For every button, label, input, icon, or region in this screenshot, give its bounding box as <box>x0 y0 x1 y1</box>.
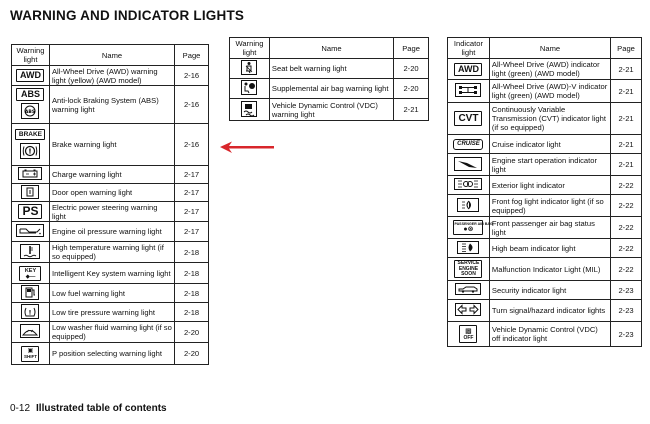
row-name: Vehicle Dynamic Control (VDC) warning light <box>269 99 393 121</box>
row-name: Front fog light indicator light (if so equipped) <box>489 195 610 217</box>
cvt-icon: CVT <box>454 111 482 126</box>
row-name: Security indicator light <box>489 281 610 300</box>
passenger-airbag-icon: PASSENGER AIR BAG ●⊗ <box>454 222 493 233</box>
vdc-off-label: OFF <box>463 335 474 341</box>
key-icon-label: KEY <box>24 267 37 274</box>
shift-icon: ▣ SHIFT <box>21 346 39 362</box>
warning-lights-table-2 <box>229 37 429 121</box>
red-arrow-icon <box>218 140 276 154</box>
battery-icon <box>18 167 42 180</box>
row-page: 2-17 <box>175 166 209 184</box>
table-row <box>448 103 642 135</box>
vdc-icon <box>241 101 257 117</box>
row-name: Front passenger air bag status light <box>489 217 610 239</box>
row-page: 2-23 <box>611 281 642 300</box>
airbag-icon <box>241 80 257 95</box>
row-page: 2-22 <box>611 176 642 195</box>
row-name: Anti-lock Braking System (ABS) warning light <box>49 86 174 124</box>
header-indicator-light: Indicator light <box>448 38 490 59</box>
brake-text-icon: BRAKE <box>15 129 45 140</box>
washer-fluid-icon <box>20 324 40 338</box>
table-header-row <box>12 45 209 66</box>
brake-circle-icon <box>20 143 40 159</box>
row-name: All-Wheel Drive (AWD)-V indicator light (green) (AWD model) <box>489 80 610 103</box>
row-name: Brake warning light <box>49 124 174 166</box>
fuel-pump-icon <box>21 285 39 300</box>
abs-icon: ABS <box>16 88 44 101</box>
security-icon <box>455 283 481 295</box>
row-name: High temperature warning light (if so equipped) <box>49 242 174 263</box>
row-name: All-Wheel Drive (AWD) warning light (yellow) (AWD model) <box>49 66 174 86</box>
table-row <box>12 242 209 263</box>
arrow-shape <box>220 142 274 154</box>
row-page: 2-20 <box>175 343 209 365</box>
footer-text: Illustrated table of contents <box>36 403 167 414</box>
shift-icon-label: SHIFT <box>23 353 37 359</box>
header-page: Page <box>394 38 429 59</box>
table-row <box>448 300 642 322</box>
passenger-airbag-label: PASSENGER AIR BAG <box>454 222 493 226</box>
row-name: Engine oil pressure warning light <box>49 222 174 242</box>
row-name: Engine start operation indicator light <box>489 154 610 176</box>
row-name: Intelligent Key system warning light <box>49 263 174 284</box>
awd-indicator-icon: AWD <box>454 63 482 76</box>
row-name: All-Wheel Drive (AWD) indicator light (green) (AWD model) <box>489 59 610 80</box>
table-row <box>448 195 642 217</box>
door-open-icon <box>21 185 39 199</box>
row-name: Door open warning light <box>49 184 174 202</box>
row-name: Turn signal/hazard indicator lights <box>489 300 610 322</box>
row-page: 2-22 <box>611 239 642 258</box>
table-row <box>448 80 642 103</box>
header-warning-light: Warning light <box>12 45 50 66</box>
row-page: 2-21 <box>611 80 642 103</box>
front-fog-icon <box>457 198 479 212</box>
page-footer <box>10 403 167 414</box>
row-name: Continuously Variable Transmission (CVT) indicator light (if so equipped) <box>489 103 610 135</box>
awd-icon: AWD <box>16 69 44 82</box>
awd-v-icon <box>455 83 481 97</box>
table-row <box>448 135 642 154</box>
row-page: 2-17 <box>175 184 209 202</box>
row-page: 2-18 <box>175 303 209 322</box>
table-row <box>12 166 209 184</box>
row-name: High beam indicator light <box>489 239 610 258</box>
table-row <box>230 79 429 99</box>
row-page: 2-23 <box>611 322 642 347</box>
svg-text:ABS: ABS <box>25 110 36 115</box>
table-row <box>448 239 642 258</box>
row-name: Supplemental air bag warning light <box>269 79 393 99</box>
row-page: 2-20 <box>394 59 429 79</box>
row-page: 2-16 <box>175 124 209 166</box>
row-page: 2-20 <box>394 79 429 99</box>
row-page: 2-22 <box>611 217 642 239</box>
row-page: 2-20 <box>175 322 209 343</box>
ps-icon: PS <box>18 204 42 219</box>
row-page: 2-17 <box>175 222 209 242</box>
row-page: 2-21 <box>611 135 642 154</box>
table-header-row <box>230 38 429 59</box>
row-page: 2-22 <box>611 195 642 217</box>
table-row <box>448 217 642 239</box>
table-row <box>12 222 209 242</box>
row-page: 2-22 <box>611 258 642 281</box>
svg-text:!: ! <box>28 147 33 155</box>
row-name: Vehicle Dynamic Control (VDC) off indicator light <box>489 322 610 347</box>
table-row <box>12 202 209 222</box>
row-page: 2-17 <box>175 202 209 222</box>
header-name: Name <box>489 38 610 59</box>
header-page: Page <box>611 38 642 59</box>
seatbelt-icon <box>241 60 257 75</box>
warning-lights-table-1 <box>11 44 209 365</box>
key-icon: KEY ◆— <box>19 266 41 281</box>
oil-can-icon <box>16 224 44 237</box>
table-row <box>448 154 642 176</box>
thermometer-icon <box>20 244 40 259</box>
table-row <box>448 322 642 347</box>
row-name: Charge warning light <box>49 166 174 184</box>
row-page: 2-18 <box>175 284 209 303</box>
table-row <box>448 59 642 80</box>
header-page: Page <box>175 45 209 66</box>
header-name: Name <box>269 38 393 59</box>
tire-pressure-icon <box>21 304 39 319</box>
table-row <box>12 343 209 365</box>
header-name: Name <box>49 45 174 66</box>
row-name: Exterior light indicator <box>489 176 610 195</box>
start-operation-icon <box>454 157 482 171</box>
row-page: 2-18 <box>175 263 209 284</box>
header-warning-light: Warning light <box>230 38 270 59</box>
table-row <box>12 322 209 343</box>
row-page: 2-16 <box>175 86 209 124</box>
row-page: 2-21 <box>611 59 642 80</box>
table-row <box>448 258 642 281</box>
table-row <box>12 263 209 284</box>
table-row <box>12 124 209 166</box>
table-row <box>230 59 429 79</box>
row-name: P position selecting warning light <box>49 343 174 365</box>
service-engine-soon-icon: SERVICE ENGINE SOON <box>454 260 482 278</box>
row-page: 2-16 <box>175 66 209 86</box>
row-page: 2-18 <box>175 242 209 263</box>
table-row <box>448 176 642 195</box>
row-name: Low fuel warning light <box>49 284 174 303</box>
cruise-icon: CRUISE <box>453 139 483 150</box>
table-row <box>12 303 209 322</box>
exterior-light-icon <box>454 178 482 190</box>
row-page: 2-21 <box>611 103 642 135</box>
svg-text:!: ! <box>29 309 32 316</box>
high-beam-icon <box>457 241 479 254</box>
row-name: Seat belt warning light <box>269 59 393 79</box>
vdc-off-icon: ▩ OFF <box>459 325 477 343</box>
row-page: 2-23 <box>611 300 642 322</box>
row-page: 2-21 <box>394 99 429 121</box>
table-row <box>12 184 209 202</box>
table-row <box>448 281 642 300</box>
row-name: Low tire pressure warning light <box>49 303 174 322</box>
table-row <box>12 284 209 303</box>
row-name: Malfunction Indicator Light (MIL) <box>489 258 610 281</box>
table-row <box>12 66 209 86</box>
row-name: Electric power steering warning light <box>49 202 174 222</box>
row-name: Cruise indicator light <box>489 135 610 154</box>
footer-page-number: 0-12 <box>10 403 31 414</box>
table-header-row <box>448 38 642 59</box>
row-name: Low washer fluid warning light (if so equipped) <box>49 322 174 343</box>
table-row <box>12 86 209 124</box>
page-title: WARNING AND INDICATOR LIGHTS <box>10 8 245 23</box>
turn-signal-icon <box>455 303 481 316</box>
indicator-lights-table <box>447 37 642 347</box>
table-row <box>230 99 429 121</box>
row-page: 2-21 <box>611 154 642 176</box>
abs-circle-icon <box>21 103 39 119</box>
